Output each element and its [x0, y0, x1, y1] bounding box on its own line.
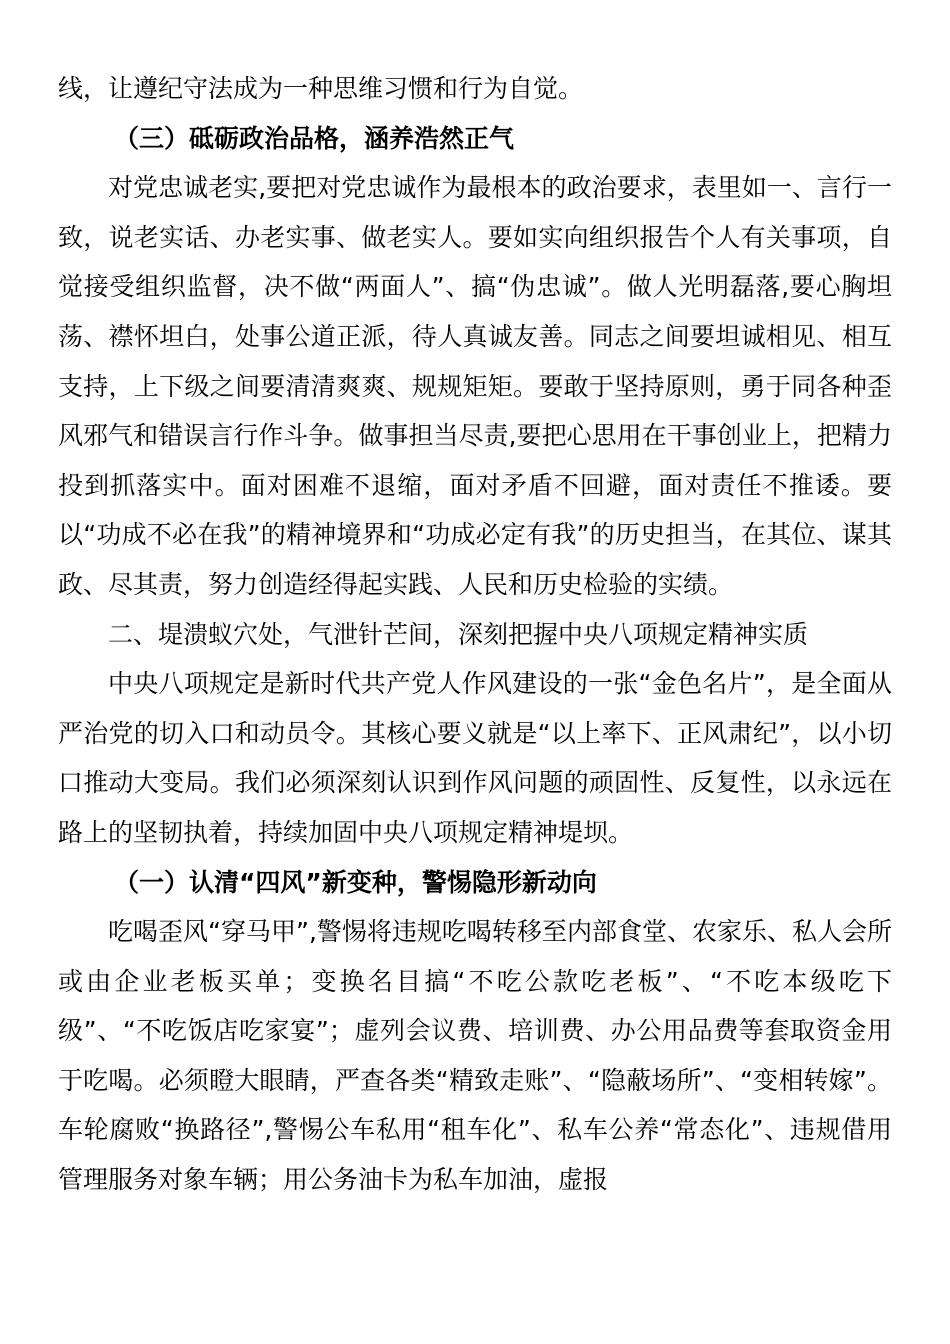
paragraph-four-winds: 吃喝歪风“穿马甲”,警惕将违规吃喝转移至内部食堂、农家乐、私人会所或由企业老板买单；变换名目搞“不吃公款吃老板”、“不吃本级吃下级”、“不吃饭店吃家宴”；虚列会议费、培训费、办公用品费等套取资金用于吃喝。必须瞪大眼睛，严查各类“精致走账”、“隐蔽场所”、“变相转嫁”。车轮腐败“换路径”,警惕公车私用“租车化”、私车公养“常态化”、违规借用管理服务对象车辆；用公务油卡为私车加油，虚报	[58, 917, 892, 1195]
paragraph-loyalty: 对党忠诚老实,要把对党忠诚作为最根本的政治要求，表里如一、言行一致，说老实话、办老实事、做老实人。要如实向组织报告个人有关事项，自觉接受组织监督，决不做“两面人”、搞“伪忠诚”。做人光明磊落,要心胸坦荡、襟怀坦白，处事公道正派，待人真诚友善。同志之间要坦诚相见、相互支持，上下级之间要清清爽爽、规规矩矩。要敢于坚持原则，勇于同各种歪风邪气和错误言行作斗争。做事担当尽责,要把心思用在干事创业上，把精力投到抓落实中。面对困难不退缩，面对矛盾不回避，面对责任不推诿。要以“功成不必在我”的精神境界和“功成必定有我”的历史担当，在其位、谋其政、尽其责，努力创造经得起实践、人民和历史检验的实绩。	[58, 173, 892, 599]
paragraph-eight-regulations: 中央八项规定是新时代共产党人作风建设的一张“金色名片”，是全面从严治党的切入口和动员令。其核心要义就是“以上率下、正风肃纪”，以小切口推动大变局。我们必须深刻认识到作风问题的顽固性、反复性，以永远在路上的坚韧执着，持续加固中央八项规定精神堤坝。	[58, 669, 892, 847]
subheading-one: （一）认清“四风”新变种，警惕隐形新动向	[114, 867, 597, 897]
subheading-three: （三）砥砺政治品格，涵养浩然正气	[114, 123, 515, 153]
section-heading-two: 二、堤溃蚁穴处，气泄针芒间，深刻把握中央八项规定精神实质	[108, 619, 809, 649]
document-page	[58, 64, 892, 1205]
paragraph-continuation: 线，让遵纪守法成为一种思维习惯和行为自觉。	[58, 74, 584, 103]
